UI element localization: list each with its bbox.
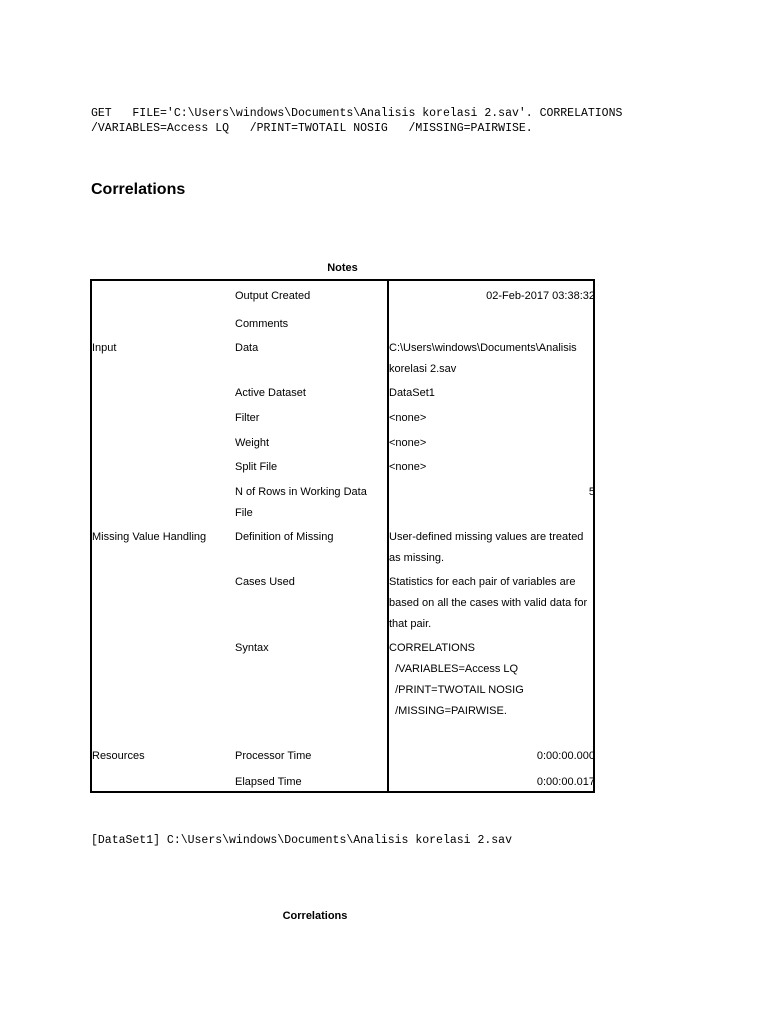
syntax-block [91, 106, 622, 136]
notes-value-cases-used: Statistics for each pair of variables are based on all the cases with valid data for that pair. [389, 576, 588, 630]
notes-label-elapsed-time: Elapsed Time [235, 776, 302, 788]
notes-value-output-created: 02-Feb-2017 03:38:32 [486, 290, 595, 302]
notes-label-filter: Filter [235, 412, 260, 424]
notes-label-weight: Weight [235, 437, 270, 449]
notes-value-elapsed-time: 0:00:00.017 [536, 776, 595, 788]
notes-label-data: Data [235, 342, 259, 354]
notes-value-split-file: <none> [389, 461, 427, 473]
dataset-path-line: [DataSet1] C:\Users\windows\Documents\Analisis korelasi 2.sav [91, 834, 512, 847]
notes-value-data: C:\Users\windows\Documents\Analisis korelasi 2.sav [389, 342, 577, 375]
notes-label-active-dataset: Active Dataset [235, 387, 306, 399]
notes-value-syntax: CORRELATIONS /VARIABLES=Access LQ /PRINT=TWOTAIL NOSIG /MISSING=PAIRWISE. [389, 642, 524, 717]
notes-value-active-dataset: DataSet1 [389, 387, 435, 399]
notes-label-definition-of-missing: Definition of Missing [235, 531, 334, 543]
syntax-line-1: GET FILE='C:\Users\windows\Documents\Analisis korelasi 2.sav'. CORRELATIONS [91, 107, 623, 120]
notes-section-resources: Resources [92, 750, 145, 762]
notes-value-definition-of-missing: User-defined missing values are treated as missing. [389, 531, 584, 564]
notes-label-processor-time: Processor Time [235, 750, 312, 762]
notes-label-cases-used: Cases Used [235, 576, 295, 588]
syntax-line-2: /VARIABLES=Access LQ /PRINT=TWOTAIL NOSIG /MISSING=PAIRWISE. [91, 122, 533, 135]
notes-section-input: Input [92, 342, 117, 354]
notes-label-n-rows: N of Rows in Working Data File [235, 486, 367, 519]
page-heading: Correlations [91, 181, 186, 198]
notes-value-processor-time: 0:00:00.000 [536, 750, 595, 762]
notes-label-output-created: Output Created [235, 290, 311, 302]
correlations-table-title: Correlations [282, 910, 348, 922]
notes-label-syntax: Syntax [235, 642, 269, 654]
notes-section-missing-value-handling: Missing Value Handling [92, 531, 207, 543]
notes-label-split-file: Split File [235, 461, 278, 473]
notes-table [90, 279, 595, 793]
notes-value-filter: <none> [389, 412, 427, 424]
notes-value-weight: <none> [389, 437, 427, 449]
notes-value-n-rows: 5 [588, 486, 595, 498]
notes-table-title: Notes [327, 262, 358, 274]
notes-label-comments: Comments [235, 318, 289, 330]
